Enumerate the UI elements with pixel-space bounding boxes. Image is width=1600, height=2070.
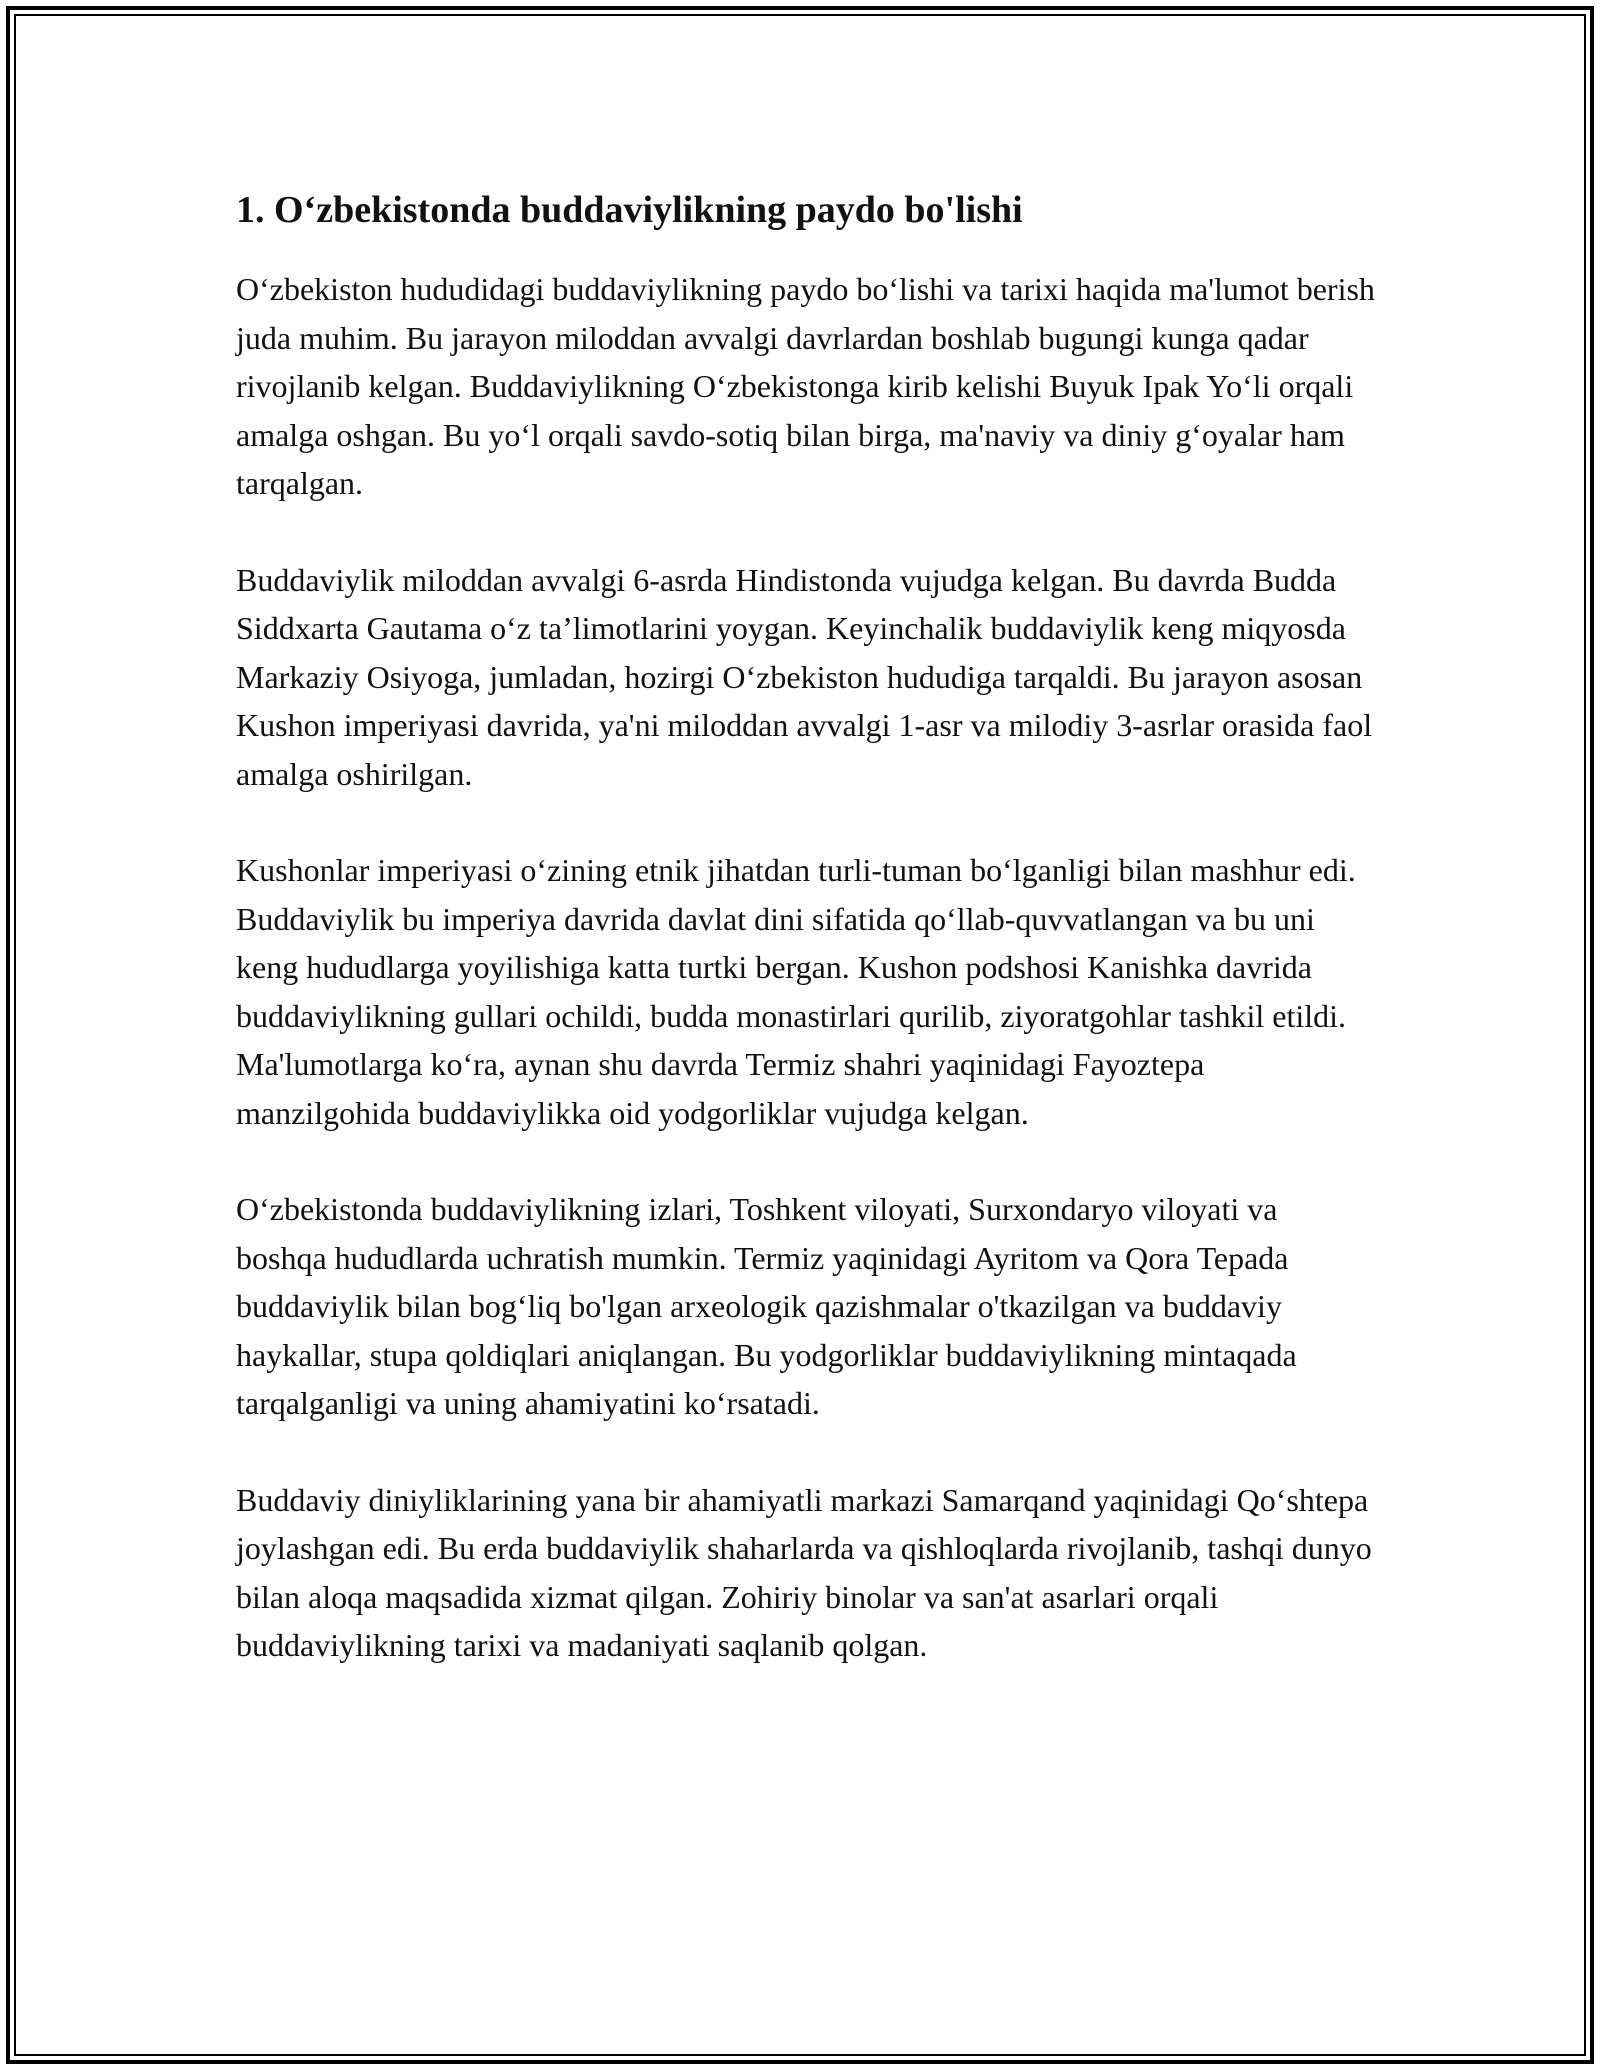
section-heading: 1. O‘zbekistonda buddaviylikning paydo bo'lishi	[236, 189, 1023, 231]
paragraph-5: Buddaviy diniyliklarining yana bir ahamiyatli markazi Samarqand yaqinidagi Qo‘shtepa joylashgan edi. Bu erda buddaviylik shaharlarda va qishloqlarda rivojlanib, tashqi dunyo bilan aloqa maqsadida xizmat qilgan. Zohiriy binolar va san'at asarlari orqali buddaviylikning tarixi va madaniyati saqlanib qolgan.	[236, 1481, 1372, 1663]
paragraph-2: Buddaviylik miloddan avvalgi 6-asrda Hindistonda vujudga kelgan. Bu davrda Budda Siddxarta Gautama o‘z ta’limotlarini yoygan. Keyinchalik buddaviylik keng miqyosda Markaziy Osiyoga, jumladan, hozirgi O‘zbekiston hududiga tarqaldi. Bu jarayon asosan Kushon imperiyasi davrida, ya'ni miloddan avvalgi 1-asr va milodiy 3-asrlar orasida faol amalga oshirilgan.	[236, 561, 1373, 792]
document-page	[236, 185, 1376, 1718]
paragraph-3: Kushonlar imperiyasi o‘zining etnik jihatdan turli-tuman bo‘lganligi bilan mashhur edi. Buddaviylik bu imperiya davrida davlat dini sifatida qo‘llab-quvvatlangan va bu uni keng hududlarga yoyilishiga katta turtki bergan. Kushon podshosi Kanishka davrida buddaviylikning gullari ochildi, budda monastirlari qurilib, ziyoratgohlar tashkil etildi. Ma'lumotlarga ko‘ra, aynan shu davrda Termiz shahri yaqinidagi Fayoztepa manzilgohida buddaviylikka oid yodgorliklar vujudga kelgan.	[236, 852, 1356, 1131]
paragraph-1: O‘zbekiston hududidagi buddaviylikning paydo bo‘lishi va tarixi haqida ma'lumot berish juda muhim. Bu jarayon miloddan avvalgi davrlardan boshlab bugungi kunga qadar rivojlanib kelgan. Buddaviylikning O‘zbekistonga kirib kelishi Buyuk Ipak Yo‘li orqali amalga oshgan. Bu yo‘l orqali savdo-sotiq bilan birga, ma'naviy va diniy g‘oyalar ham tarqalgan.	[236, 271, 1375, 501]
paragraph-4: O‘zbekistonda buddaviylikning izlari, Toshkent viloyati, Surxondaryo viloyati va boshqa hududlarda uchratish mumkin. Termiz yaqinidagi Ayritom va Qora Tepada buddaviylik bilan bog‘liq bo'lgan arxeologik qazishmalar o'tkazilgan va buddaviy haykallar, stupa qoldiqlari aniqlangan. Bu yodgorliklar buddaviylikning mintaqada tarqalganligi va uning ahamiyatini ko‘rsatadi.	[236, 1191, 1297, 1421]
